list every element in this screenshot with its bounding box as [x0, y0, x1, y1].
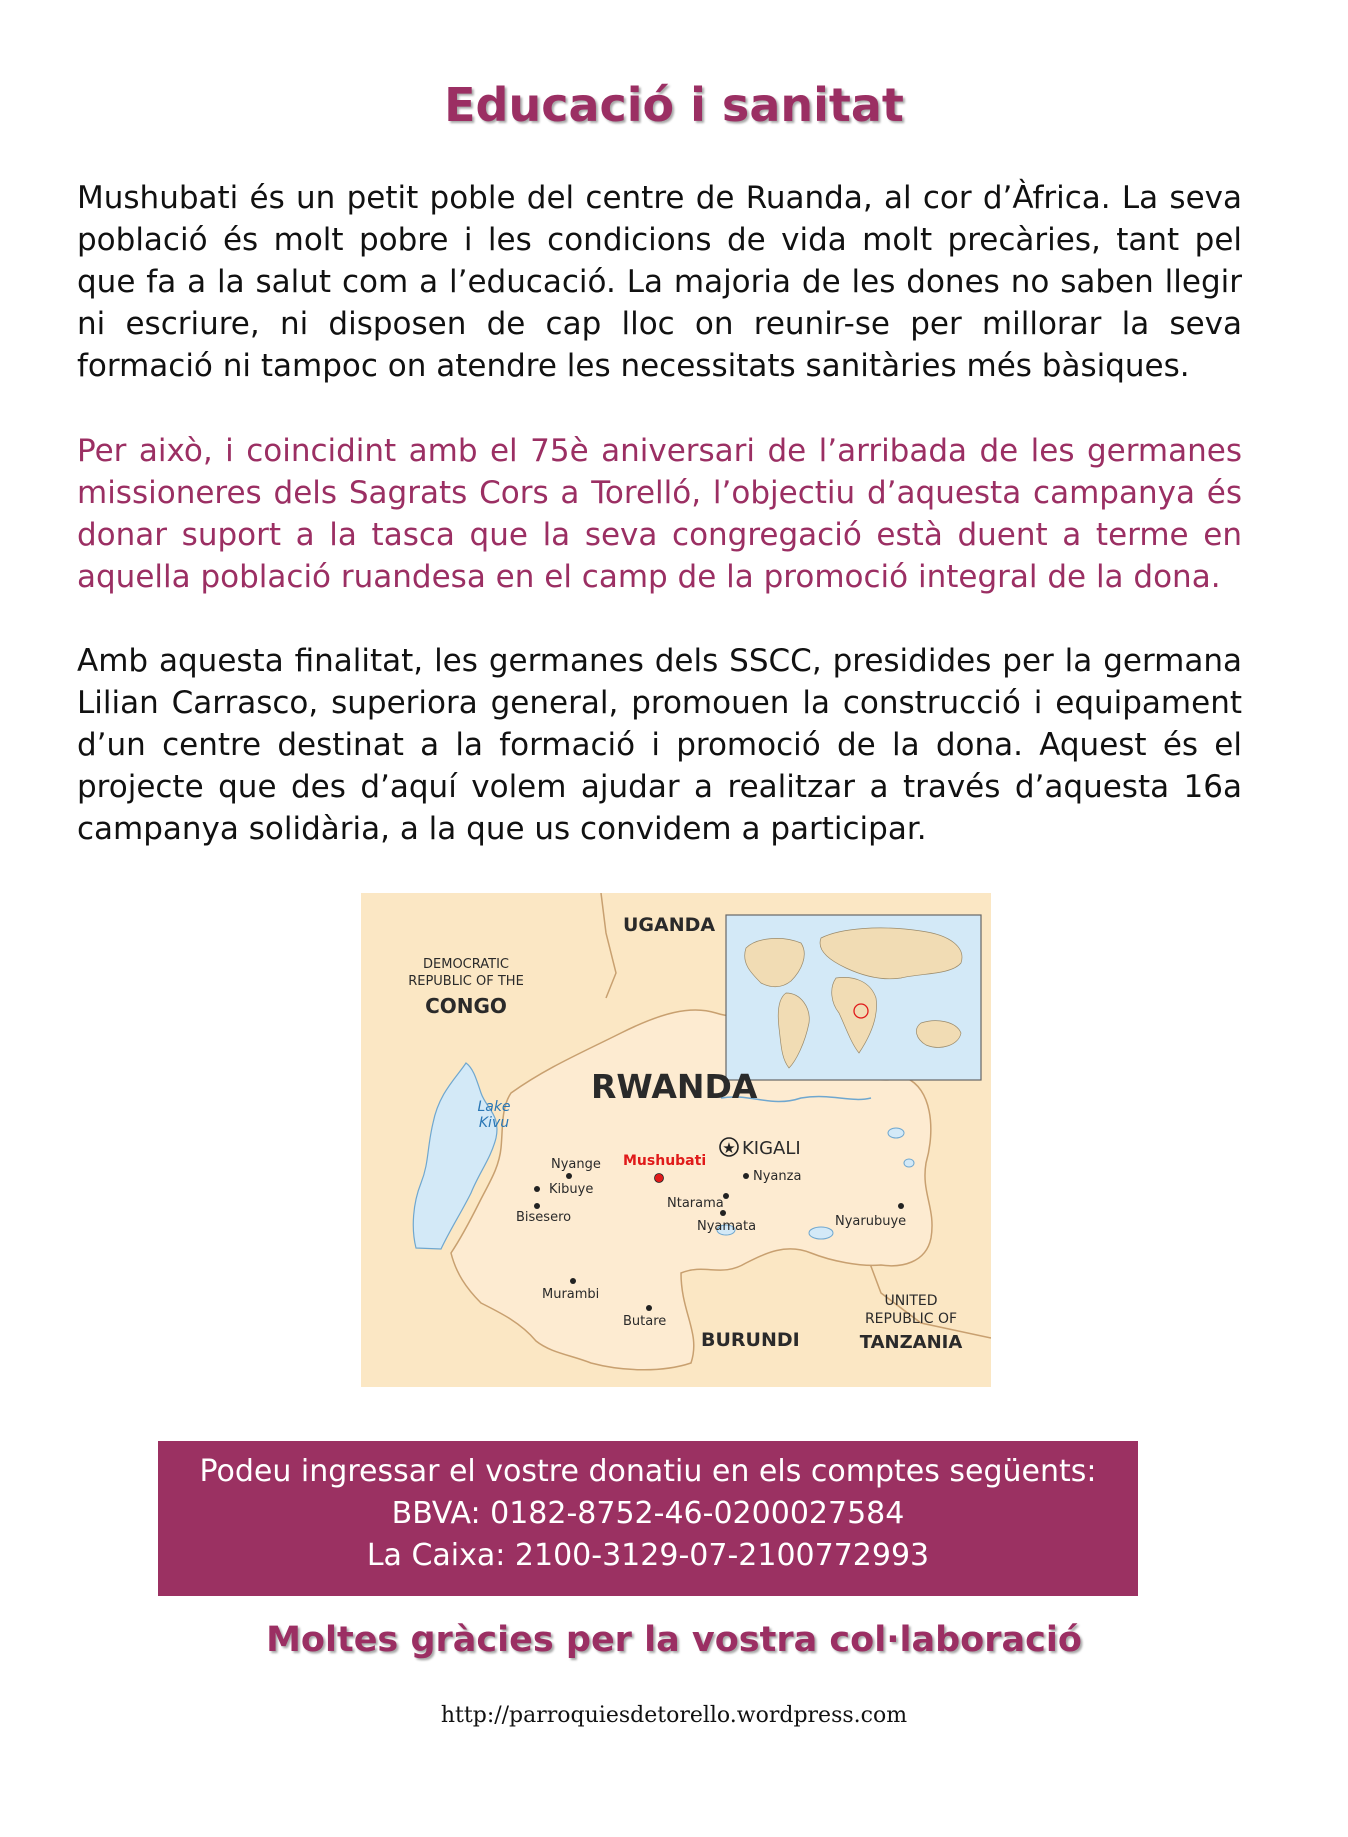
dot-nyanza: [743, 1173, 749, 1179]
donation-intro: Podeu ingressar el vostre donatiu en els comptes següents:: [199, 1454, 1097, 1489]
label-butare: Butare: [623, 1314, 667, 1329]
label-rwanda: RWANDA: [591, 1067, 758, 1106]
label-murambi: Murambi: [542, 1287, 600, 1302]
rwanda-map: [361, 893, 991, 1387]
label-ntarama: Ntarama: [667, 1196, 724, 1211]
lacaixa-account: La Caixa: 2100-3129-07-2100772993: [366, 1538, 930, 1573]
campaign-paragraph: Per això, i coincidint amb el 75è aniversari de l’arribada de les germanes missioneres dels Sagrats Cors a Torelló, l’objectiu d’aquesta campanya és donar suport a la tasca que la seva congregació està duent a terme en aquella població ruandesa en el camp de la promoció integral de la dona.: [77, 433, 1242, 595]
kigali-capital-marker: [720, 1138, 738, 1157]
label-mushubati: Mushubati: [623, 1153, 707, 1169]
label-drc-3: CONGO: [425, 994, 507, 1018]
label-nyamata: Nyamata: [697, 1219, 757, 1234]
intro-paragraph: Mushubati és un petit poble del centre de Ruanda, al cor d’Àfrica. La seva població és molt pobre i les condicions de vida molt precàries, tant pel que fa a la salut com a l’educació. La majoria de les dones no saben llegir ni escriure, ni disposen de cap lloc on reunir-se per millorar la seva formació ni tampoc on atendre les necessitats sanitàries més bàsiques.: [77, 180, 1242, 384]
dot-kibuye: [534, 1186, 540, 1192]
label-kigali: KIGALI: [742, 1138, 801, 1159]
label-lake-2: Kivu: [478, 1115, 510, 1131]
dot-murambi: [570, 1278, 576, 1284]
thanks-message: Moltes gràcies per la vostra col·laboració: [266, 1620, 1082, 1660]
lake-east-1: [888, 1128, 904, 1138]
label-burundi: BURUNDI: [701, 1329, 800, 1351]
label-tanzania-1: UNITED: [884, 1293, 938, 1309]
label-nyanza: Nyanza: [753, 1169, 802, 1184]
mushubati-marker: [655, 1174, 664, 1183]
world-inset-map: [726, 915, 981, 1080]
label-nyarubuye: Nyarubuye: [835, 1214, 907, 1229]
website-url[interactable]: http://parroquiesdetorello.wordpress.com: [440, 1703, 908, 1728]
label-uganda: UGANDA: [623, 914, 716, 936]
label-drc-1: DEMOCRATIC: [423, 957, 509, 972]
donation-box: [158, 1441, 1138, 1596]
label-tanzania-2: REPUBLIC OF: [864, 1311, 958, 1327]
label-lake-1: Lake: [477, 1099, 511, 1115]
bbva-account: BBVA: 0182-8752-46-0200027584: [391, 1496, 905, 1531]
project-paragraph: Amb aquesta finalitat, les germanes dels SSCC, presidides per la germana Lilian Carrasco, superiora general, promouen la construcció i equipament d’un centre destinat a la formació i promoció de la dona. Aquest és el projecte que des d’aquí volem ajudar a realitzar a través d’aquesta 16a campanya solidària, a la que us convidem a participar.: [77, 643, 1242, 847]
dot-butare: [646, 1305, 652, 1311]
dot-nyange: [566, 1173, 572, 1179]
label-drc-2: REPUBLIC OF THE: [408, 974, 524, 989]
page-title: Educació i sanitat: [444, 78, 904, 132]
lake-south-1: [809, 1227, 833, 1239]
lake-east-2: [904, 1159, 914, 1167]
label-nyange: Nyange: [551, 1157, 601, 1172]
dot-bisesero: [534, 1203, 540, 1209]
label-bisesero: Bisesero: [516, 1210, 572, 1225]
dot-ntarama: [723, 1193, 729, 1199]
svg-text:★: ★: [722, 1139, 736, 1157]
label-tanzania-3: TANZANIA: [859, 1332, 963, 1353]
dot-nyarubuye: [898, 1203, 904, 1209]
label-kibuye: Kibuye: [549, 1182, 594, 1197]
